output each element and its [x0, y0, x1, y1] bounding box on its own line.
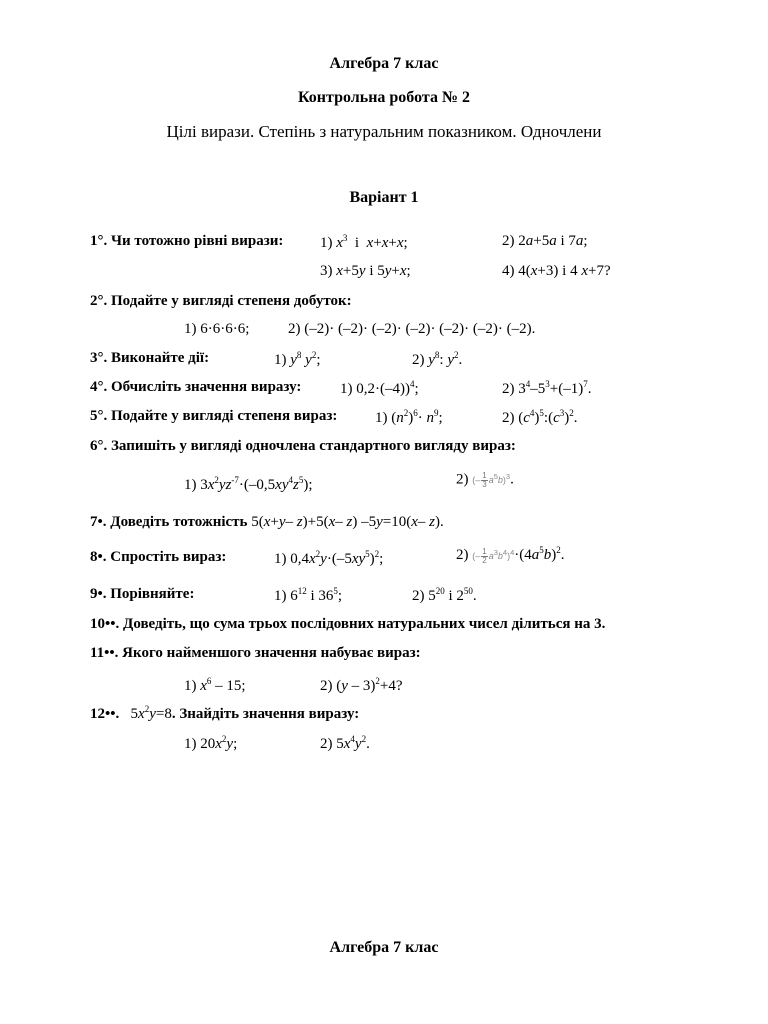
task-4-option-2: 2) $3^4-5^3+(-1)^7$.: [502, 379, 592, 397]
task-1: [90, 234, 283, 249]
task-8: [90, 550, 226, 565]
task-2: [90, 294, 352, 309]
topic-title: Цілі вирази. Степінь з натуральним показником. Одночлени: [166, 122, 602, 141]
task-11-label: 11••. Якого найменшого значення набуває вираз:: [90, 645, 421, 661]
task-7-label: 7•. Доведіть тотожність: [90, 514, 248, 530]
task-10-label: 10••. Доведіть, що сума трьох послідовних натуральних чисел ділиться на 3.: [90, 616, 606, 632]
task-9-label: 9•. Порівняйте:: [90, 586, 195, 602]
task-4-option-1: 1) 0,2·(–4))$^4$;: [340, 379, 419, 397]
task-6: [90, 439, 516, 454]
task-2-option-2: 2) (–2)· (–2)· (–2)· (–2)· (–2)· (–2)· (–2).: [288, 321, 536, 337]
task-12-option-2: 2) $5x^4y^2$.: [320, 734, 370, 752]
next-page-title: Алгебра 7 клас: [329, 939, 439, 956]
task-11-option-2: 2) (y – 3)$^2$+4?: [320, 676, 403, 694]
task-4-label: 4°. Обчисліть значення виразу:: [90, 379, 302, 395]
task-9-option-2: 2) $5^{20}$ і $2^{50}$.: [412, 586, 477, 604]
task-12-label: 12••.: [90, 706, 120, 722]
task-1-option-1: 1) $x^3$ і x+x+x;: [320, 233, 408, 251]
task-1-label: 1°. Чи тотожно рівні вирази:: [90, 233, 284, 249]
task-3: [90, 351, 209, 366]
page-title: Алгебра 7 клас: [329, 55, 439, 72]
work-title: Контрольна робота № 2: [297, 89, 471, 106]
task-12-option-1: 1) $20x^2y$;: [184, 734, 238, 752]
task-10: [90, 617, 605, 632]
task-3-label: 3°. Виконайте дії:: [90, 350, 210, 366]
task-12: 12••. $5x^2y=8$. Знайдіть значення виразу:: [90, 704, 360, 722]
task-7: 7•. Доведіть тотожність 5(x+y– z)+5(x– z) –5y=10(x– z).: [90, 514, 444, 530]
task-9: [90, 587, 194, 602]
task-1-option-2: 2) 2a+5a і 7a;: [502, 233, 588, 249]
task-1-option-3: 3) x+5y і 5y+x;: [320, 263, 411, 279]
task-3-option-2: 2) $y^8$: $y^2$.: [412, 350, 463, 368]
task-6-label: 6°. Запишіть у вигляді одночлена стандартного вигляду вираз:: [90, 438, 516, 454]
task-9-option-1: 1) $6^{12}$ і $36^5$;: [274, 586, 343, 604]
task-5-option-1: 1) $(n^2)^6\cdot n^9$;: [375, 408, 443, 426]
formula-image: (– $\frac{1}{2}$ $a^3b^4)^4$: [472, 546, 515, 566]
task-8-option-2: 2) (– $\frac{1}{2}$ $a^3b^4)^4\cdot(4a^5b)^2$.: [456, 545, 565, 566]
task-6-option-2: 2) (– $\frac{1}{3}$ $a^5b)^3$.: [456, 471, 514, 490]
task-8-option-1: 1) $0,4x^2y\cdot(-5xy^5)^2$;: [274, 549, 384, 567]
task-8-label: 8•. Спростіть вираз:: [90, 549, 227, 565]
task-5-option-2: 2) $(c^4)^5:(c^3)^2$.: [502, 408, 578, 426]
task-4: [90, 380, 301, 395]
task-5-label: 5°. Подайте у вигляді степеня вираз:: [90, 408, 338, 424]
task-2-option-1: 1) 6·6·6·6;: [184, 321, 250, 337]
task-6-option-1: 1) $3x^2yz^{-7}\cdot(-0,5xy^4z^5)$;: [184, 475, 313, 493]
task-3-option-1: 1) $y^8$ $y^2$;: [274, 350, 321, 368]
variant-title: Варіант 1: [349, 189, 419, 206]
task-11: [90, 646, 421, 661]
task-5: [90, 409, 337, 424]
task-2-label: 2°. Подайте у вигляді степеня добуток:: [90, 293, 352, 309]
task-11-option-1: 1) $x^6 - 15$;: [184, 676, 246, 694]
task-1-option-4: 4) 4(x+3) і 4 x+7?: [502, 263, 611, 279]
formula-image: (– $\frac{1}{3}$ $a^5b)^3$: [472, 471, 511, 490]
